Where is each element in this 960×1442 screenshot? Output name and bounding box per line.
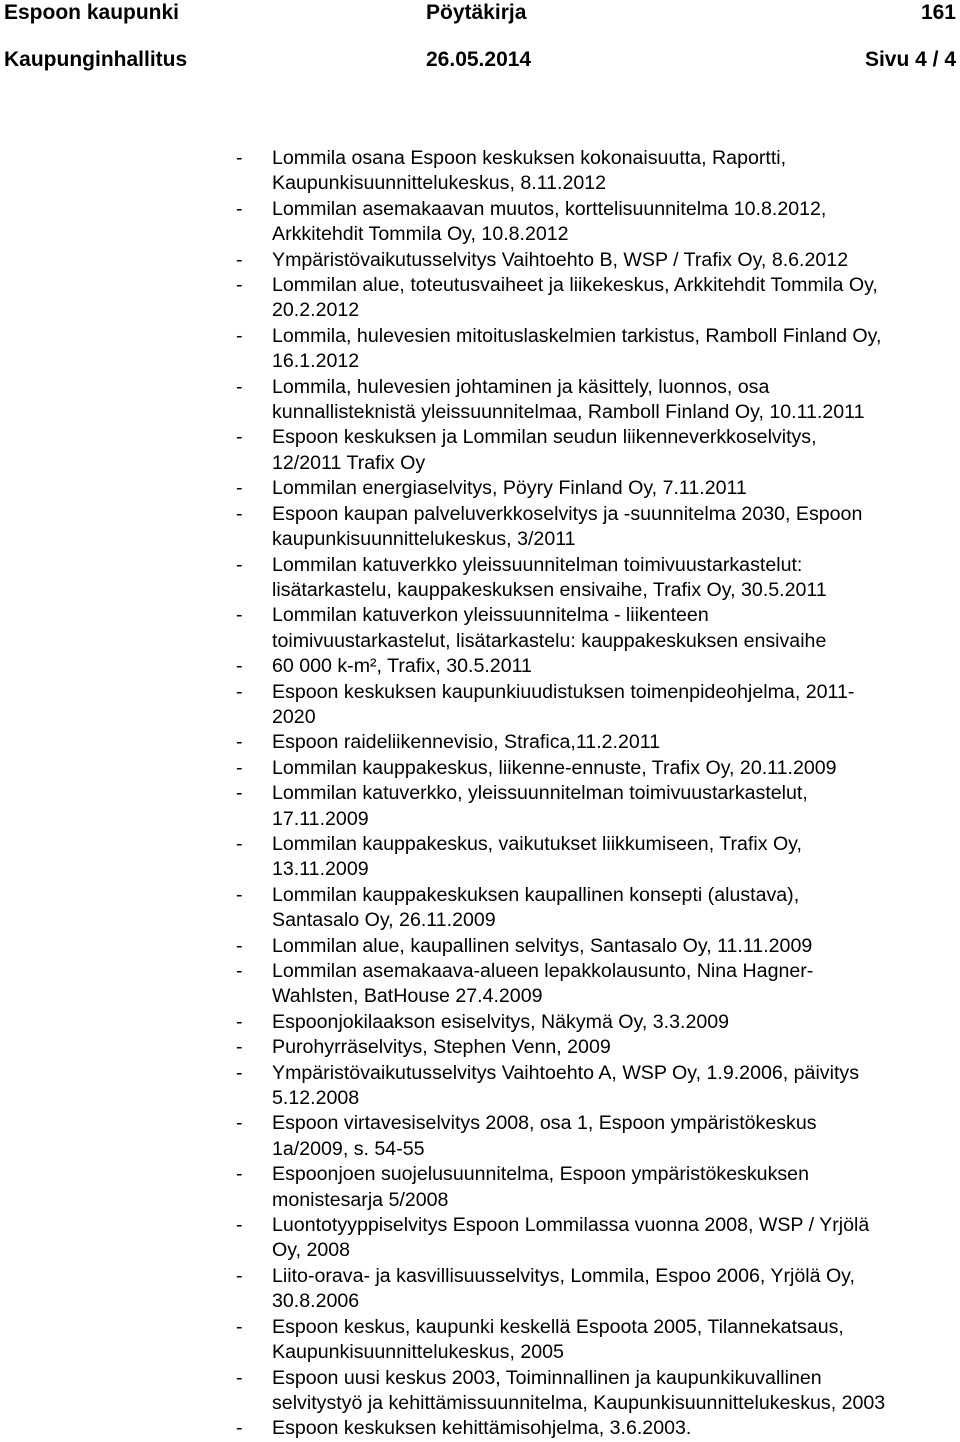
list-bullet-dash: -: [236, 248, 243, 271]
list-item: [0, 476, 960, 501]
list-item-text: Lommila osana Espoon keskuksen kokonaisuutta, Raportti, Kaupunkisuunnittelukeskus, 8.11.2012: [272, 147, 787, 195]
list-bullet-dash: -: [236, 553, 243, 576]
list-item-text: Espoon keskuksen kehittämisohjelma, 3.6.2003.: [272, 1417, 692, 1440]
list-item-text: Lommilan katuverkko, yleissuunnitelman toimivuustarkastelut, 17.11.2009: [272, 782, 808, 830]
list-bullet-dash: -: [236, 604, 243, 627]
list-bullet-dash: -: [236, 274, 243, 297]
list-bullet-dash: -: [236, 1061, 243, 1084]
list-item: [0, 324, 960, 375]
list-item: [0, 654, 960, 679]
list-bullet-dash: -: [236, 324, 243, 347]
list-item-text: Espoon keskus, kaupunki keskellä Espoota 2005, Tilannekatsaus, Kaupunkisuunnittelukeskus, 2005: [272, 1315, 844, 1364]
list-bullet-dash: -: [236, 731, 243, 754]
list-item-text: Lommilan katuverkko yleissuunnitelman toimivuustarkastelut: lisätarkastelu, kauppakeskuksen ensivaihe, Trafix Oy, 30.5.2011: [272, 553, 827, 601]
list-item: [0, 1061, 960, 1112]
list-bullet-dash: -: [236, 1010, 243, 1033]
list-item: [0, 425, 960, 476]
list-bullet-dash: -: [236, 375, 243, 398]
list-item-text: Espoon keskuksen kaupunkiuudistuksen toimenpideohjelma, 2011- 2020: [272, 680, 855, 728]
list-item-text: Lommila, hulevesien johtaminen ja käsittely, luonnos, osa kunnallisteknistä yleissuunnitelmaa, Ramboll Finland Oy, 10.11.2011: [272, 375, 865, 424]
list-bullet-dash: -: [236, 197, 243, 220]
list-item-text: Espoonjokilaakson esiselvitys, Näkymä Oy, 3.3.2009: [272, 1010, 730, 1033]
list-item-text: Espoonjoen suojelusuunnitelma, Espoon ympäristökeskuksen monistesarja 5/2008: [272, 1163, 809, 1211]
list-item: [0, 553, 960, 604]
list-item-text: Lommilan asemakaava-alueen lepakkolausunto, Nina Hagner- Wahlsten, BatHouse 27.4.2009: [272, 960, 814, 1008]
reference-list: [0, 146, 960, 1442]
list-item: [0, 756, 960, 781]
meeting-date: 26.05.2014: [426, 48, 532, 71]
list-bullet-dash: -: [236, 1163, 243, 1186]
list-item: [0, 1416, 960, 1441]
list-item-text: Lommilan energiaselvitys, Pöyry Finland Oy, 7.11.2011: [272, 477, 747, 500]
list-item-text: Espoon virtavesiselvitys 2008, osa 1, Espoon ympäristökeskus 1a/2009, s. 54-55: [272, 1112, 817, 1160]
header-row-1: [0, 0, 960, 26]
list-item-text: Lommilan alue, kaupallinen selvitys, Santasalo Oy, 11.11.2009: [272, 934, 813, 957]
list-item: [0, 1264, 960, 1315]
list-bullet-dash: -: [236, 655, 243, 678]
list-item: [0, 1162, 960, 1213]
list-item: [0, 680, 960, 731]
list-item-text: Ympäristövaikutusselvitys Vaihtoehto A, WSP Oy, 1.9.2006, päivitys 5.12.2008: [272, 1061, 859, 1110]
list-item: [0, 1035, 960, 1060]
list-item-text: Lommilan asemakaavan muutos, korttelisuunnitelma 10.8.2012, Arkkitehdit Tommila Oy, 10.8.2012: [272, 197, 827, 246]
list-bullet-dash: -: [236, 934, 243, 957]
governing-body: Kaupunginhallitus: [4, 48, 188, 71]
list-item: [0, 959, 960, 1010]
list-item: [0, 934, 960, 959]
list-item-text: Espoon raideliikennevisio, Strafica,11.2.2011: [272, 731, 661, 754]
list-item: [0, 248, 960, 273]
list-bullet-dash: -: [236, 1366, 243, 1389]
list-bullet-dash: -: [236, 1315, 243, 1338]
list-item: [0, 1213, 960, 1264]
list-item-text: Lommilan katuverkon yleissuunnitelma - liikenteen toimivuustarkastelut, lisätarkastelu: kauppakeskuksen ensivaihe: [272, 604, 827, 652]
list-item-text: Liito-orava- ja kasvillisuusselvitys, Lommila, Espoo 2006, Yrjölä Oy, 30.8.2006: [272, 1264, 855, 1313]
page-indicator: Sivu 4 / 4: [864, 48, 956, 71]
list-item: [0, 730, 960, 755]
document-type: Pöytäkirja: [426, 1, 527, 24]
list-bullet-dash: -: [236, 883, 243, 906]
list-item-text: Espoon keskuksen ja Lommilan seudun liikenneverkkoselvitys, 12/2011 Trafix Oy: [272, 426, 817, 474]
list-item: [0, 197, 960, 248]
list-bullet-dash: -: [236, 1214, 243, 1237]
list-item-text: Lommila, hulevesien mitoituslaskelmien tarkistus, Ramboll Finland Oy, 16.1.2012: [272, 324, 882, 373]
list-bullet-dash: -: [236, 832, 243, 855]
organization-name: Espoon kaupunki: [4, 1, 180, 24]
list-item-text: Espoon kaupan palveluverkkoselvitys ja -suunnitelma 2030, Espoon kaupunkisuunnittelukeskus, 3/2011: [272, 502, 863, 551]
list-item-text: Lommilan alue, toteutusvaiheet ja liikekeskus, Arkkitehdit Tommila Oy, 20.2.2012: [272, 274, 878, 322]
list-bullet-dash: -: [236, 502, 243, 525]
list-bullet-dash: -: [236, 426, 243, 449]
list-item: [0, 1010, 960, 1035]
list-item: [0, 1315, 960, 1366]
list-bullet-dash: -: [236, 477, 243, 500]
list-item: [0, 1111, 960, 1162]
list-item: [0, 502, 960, 553]
list-bullet-dash: -: [236, 1036, 243, 1059]
list-item: [0, 883, 960, 934]
header-row-2: [0, 47, 960, 73]
list-bullet-dash: -: [236, 1112, 243, 1135]
list-bullet-dash: -: [236, 1417, 243, 1440]
list-item-text: Lommilan kauppakeskus, liikenne-ennuste, Trafix Oy, 20.11.2009: [272, 756, 837, 779]
list-bullet-dash: -: [236, 960, 243, 982]
list-item-text: Ympäristövaikutusselvitys Vaihtoehto B, WSP / Trafix Oy, 8.6.2012: [272, 248, 849, 271]
page-number: 161: [920, 1, 956, 24]
list-bullet-dash: -: [236, 1264, 243, 1287]
list-item: [0, 603, 960, 654]
list-item-text: Lommilan kauppakeskuksen kaupallinen konsepti (alustava), Santasalo Oy, 26.11.2009: [272, 883, 800, 932]
list-bullet-dash: -: [236, 680, 243, 703]
list-item-text: Espoon uusi keskus 2003, Toiminnallinen ja kaupunkikuvallinen selvitystyö ja kehittämissuunnitelma, Kaupunkisuunnittelukeskus, 2003: [272, 1366, 886, 1414]
list-item: [0, 273, 960, 324]
list-item: [0, 375, 960, 426]
list-bullet-dash: -: [236, 147, 243, 169]
list-item-text: Purohyrräselvitys, Stephen Venn, 2009: [272, 1036, 611, 1059]
list-item-text: 60 000 k-m², Trafix, 30.5.2011: [272, 655, 532, 678]
list-item: [0, 146, 960, 197]
list-item: [0, 1366, 960, 1417]
list-bullet-dash: -: [236, 782, 243, 805]
list-bullet-dash: -: [236, 756, 243, 779]
list-item: [0, 781, 960, 832]
list-item-text: Lommilan kauppakeskus, vaikutukset liikkumiseen, Trafix Oy, 13.11.2009: [272, 832, 802, 881]
list-item: [0, 832, 960, 883]
list-item-text: Luontotyyppiselvitys Espoon Lommilassa vuonna 2008, WSP / Yrjölä Oy, 2008: [272, 1214, 870, 1262]
